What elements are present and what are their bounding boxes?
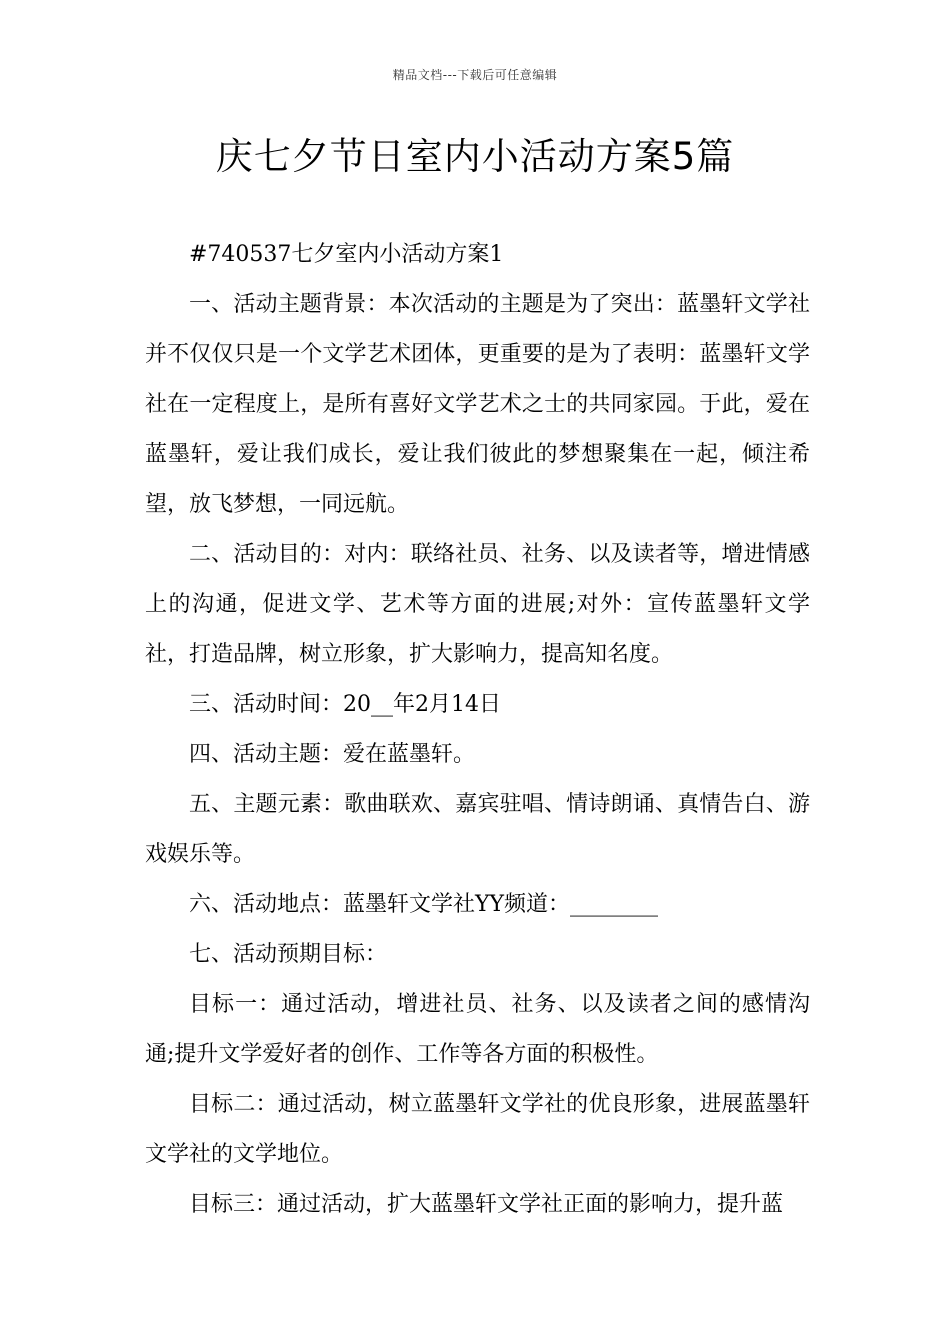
paragraph-goal-one: 目标一：通过活动，增进社员、社务、以及读者之间的感情沟通;提升文学爱好者的创作、工作等各方面的积极性。 [145, 992, 810, 1067]
paragraph-elements: 五、主题元素：歌曲联欢、嘉宾驻唱、情诗朗诵、真情告白、游戏娱乐等。 [145, 792, 810, 867]
section-heading: #740537七夕室内小活动方案1 [189, 242, 504, 267]
paragraph-location: 六、活动地点：蓝墨轩文学社YY频道：________ [189, 892, 659, 917]
paragraph-theme: 四、活动主题：爱在蓝墨轩。 [189, 742, 476, 767]
page-header: 精品文档---下载后可任意编辑 [392, 68, 558, 82]
document-title: 庆七夕节日室内小活动方案5篇 [215, 135, 735, 178]
paragraph-goal-three: 目标三：通过活动，扩大蓝墨轩文学社正面的影响力，提升蓝 [189, 1192, 784, 1217]
paragraph-time: 三、活动时间：20__年2月14日 [189, 692, 501, 717]
paragraph-purpose: 二、活动目的：对内：联络社员、社务、以及读者等，增进情感上的沟通，促进文学、艺术等方面的进展;对外：宣传蓝墨轩文学社，打造品牌，树立形象，扩大影响力，提高知名度。 [145, 542, 810, 667]
paragraph-goal-two: 目标二：通过活动，树立蓝墨轩文学社的优良形象，进展蓝墨轩文学社的文学地位。 [145, 1092, 810, 1167]
paragraph-goals-heading: 七、活动预期目标： [189, 942, 388, 967]
paragraph-background: 一、活动主题背景：本次活动的主题是为了突出：蓝墨轩文学社并不仅仅只是一个文学艺术团体，更重要的是为了表明：蓝墨轩文学社在一定程度上，是所有喜好文学艺术之士的共同家园。于此，爱在蓝墨轩，爱让我们成长，爱让我们彼此的梦想聚集在一起，倾注希望，放飞梦想，一同远航。 [145, 292, 810, 517]
document-body [145, 230, 810, 1230]
